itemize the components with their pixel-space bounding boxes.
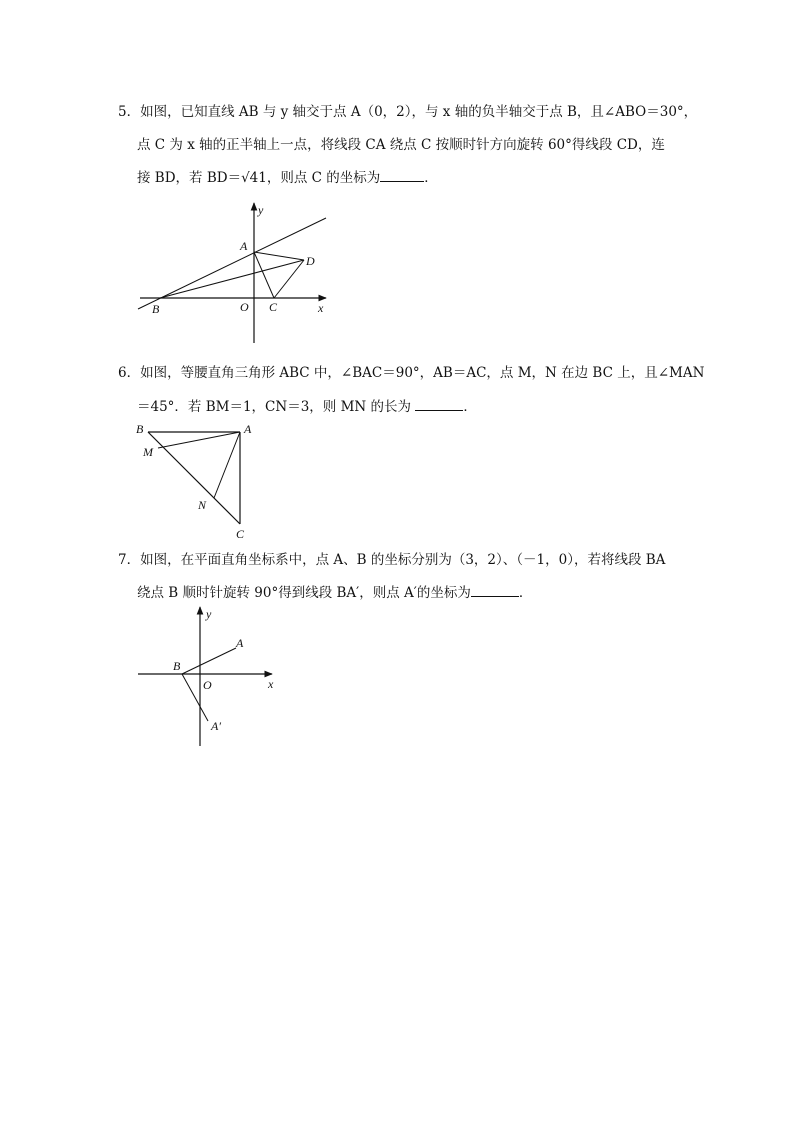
problem-5-line-1: 5．如图，已知直线 AB 与 y 轴交于点 A（0，2），与 x 轴的负半轴交于点 B，且∠ABO＝30°，	[118, 104, 698, 120]
problem-5-line-3-text: 接 BD，若 BD＝√41，则点 C 的坐标为	[137, 170, 381, 186]
figure-6	[130, 418, 270, 546]
problem-5-line-3	[137, 168, 438, 187]
label-a: A	[240, 239, 248, 253]
line-ab	[138, 218, 326, 309]
problem-7-period: ．	[518, 585, 533, 601]
segment-an	[214, 432, 240, 498]
segment-ac	[254, 252, 274, 298]
answer-blank	[415, 397, 463, 411]
label-d: D	[306, 254, 315, 268]
segment-cd	[274, 260, 304, 298]
label-a: A	[236, 636, 244, 650]
label-y: y	[258, 203, 264, 217]
label-b: B	[136, 422, 144, 436]
segment-am	[158, 432, 240, 448]
label-a: A	[244, 422, 252, 436]
problem-6-line-2-text: ＝45°．若 BM＝1，CN＝3，则 MN 的长为	[137, 399, 412, 415]
label-c: C	[236, 527, 245, 541]
label-n: N	[198, 498, 207, 512]
problem-6-line-1: 6．如图，等腰直角三角形 ABC 中，∠BAC＝90°，AB＝AC，点 M，N 在边 BC 上，且∠MAN	[118, 365, 705, 381]
segment-bd	[160, 260, 304, 298]
side-bc	[148, 432, 240, 524]
label-o: O	[240, 300, 249, 314]
label-o: O	[203, 678, 212, 692]
segment-ba	[182, 648, 236, 674]
problem-6-line-2	[137, 397, 477, 416]
label-x: x	[268, 677, 274, 691]
figure-7	[130, 603, 290, 753]
problem-7-line-1: 7．如图，在平面直角坐标系中，点 A、B 的坐标分别为（3，2）、（－1，0），若将线段 BA	[118, 552, 666, 568]
problem-7-line-2-text: 绕点 B 顺时针旋转 90°得到线段 BA′，则点 A′的坐标为	[137, 585, 471, 601]
problem-5-period: ．	[424, 170, 438, 186]
answer-blank	[380, 168, 424, 182]
problem-6-period: ．	[463, 399, 477, 415]
label-b: B	[173, 659, 181, 673]
label-m: M	[143, 445, 153, 459]
label-x: x	[318, 301, 324, 315]
label-a-prime: A′	[211, 719, 221, 733]
problem-5-line-2: 点 C 为 x 轴的正半轴上一点，将线段 CA 绕点 C 按顺时针方向旋转 60°得线段 CD，连	[137, 137, 665, 153]
figure-5	[130, 198, 340, 348]
label-c: C	[269, 300, 278, 314]
answer-blank	[471, 583, 519, 597]
problem-7-line-2	[137, 583, 532, 602]
segment-ad	[254, 252, 304, 260]
label-y: y	[206, 607, 212, 621]
label-b: B	[152, 302, 160, 316]
